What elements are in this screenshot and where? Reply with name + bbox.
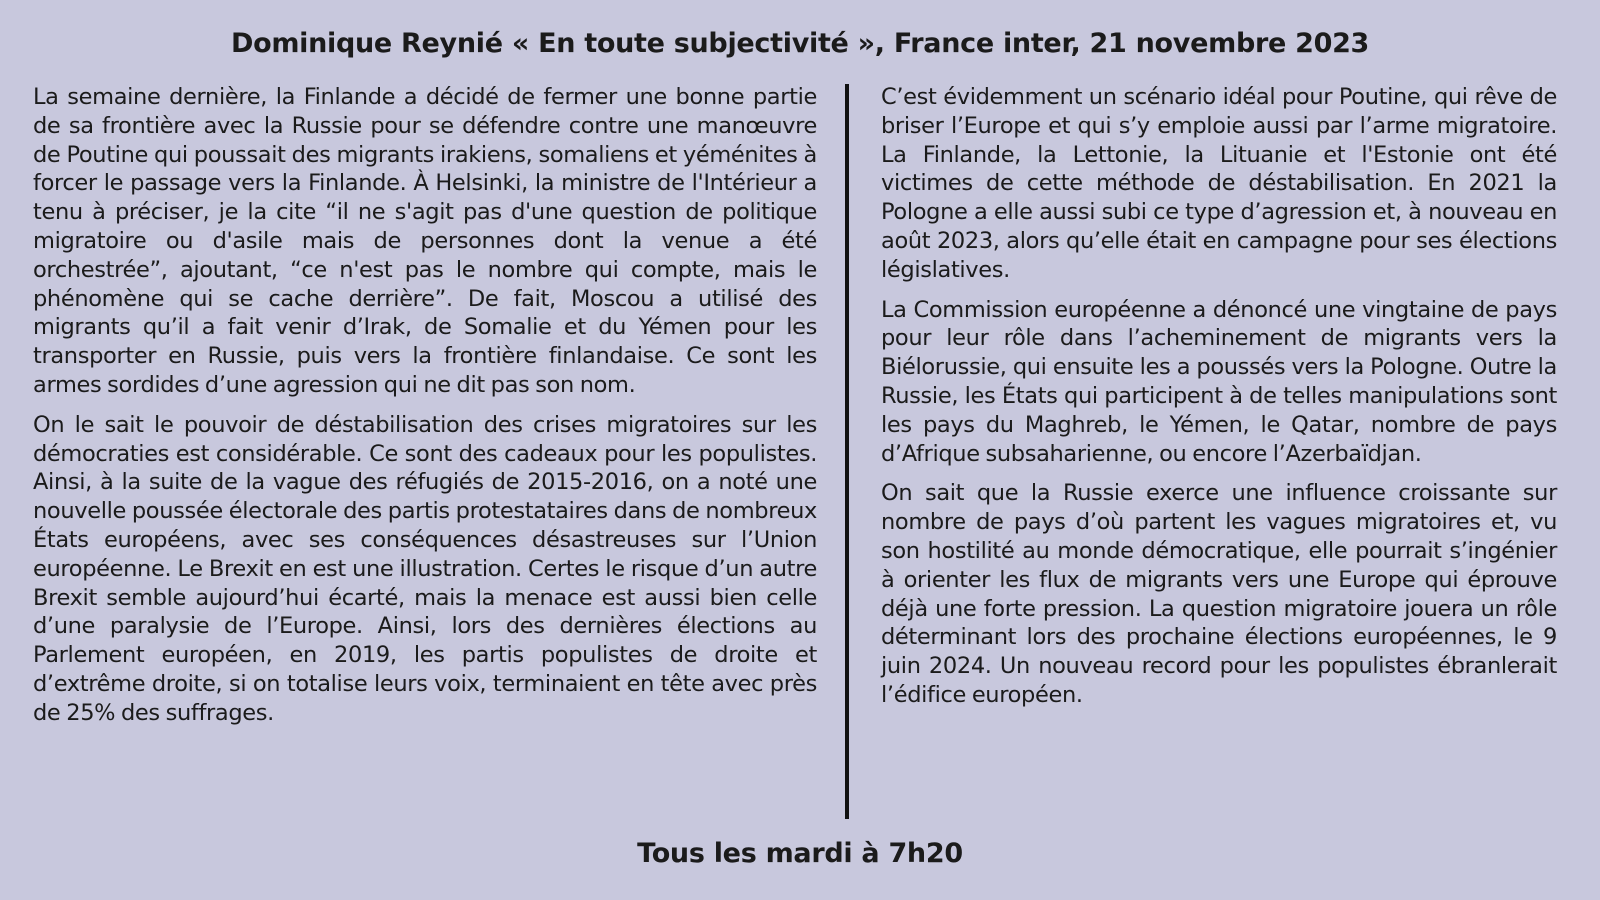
page-title: Dominique Reynié « En toute subjectivité », France inter, 21 novembre 2023 — [230, 28, 1370, 59]
right-column — [881, 83, 1557, 721]
paragraph-4: La Commission européenne a dénoncé une vingtaine de pays pour leur rôle dans l’acheminement de migrants vers la Biélorussie, qui ensuite les a poussés vers la Pologne. Outre la Russie, les États qui participent à de telles manipulations sont les pays du Maghreb, le Yémen, le Qatar, nombre de pays d’Afrique subsaharienne, ou encore l’Azerbaïdjan. — [881, 296, 1557, 467]
paragraph-5: On sait que la Russie exerce une influence croissante sur nombre de pays d’où partent les vagues migratoires et, vu son hostilité au monde démocratique, elle pourrait s’ingénier à orienter les flux de migrants vers une Europe qui éprouve déjà une forte pression. La question migratoire jouera un rôle déterminant lors des prochaine élections européennes, le 9 juin 2024. Un nouveau record pour les populistes ébranlerait l’édifice européen. — [881, 480, 1557, 708]
paragraph-1: La semaine dernière, la Finlande a décidé de fermer une bonne partie de sa frontière avec la Russie pour se défendre contre une manœuvre de Poutine qui poussait des migrants irakiens, somaliens et yéménites à forcer le passage vers la Finlande. À Helsinki, la ministre de l'Intérieur a tenu à préciser, je la cite “il ne s'agit pas d'une question de politique migratoire ou d'asile mais de personnes dont la venue a été orchestrée”, ajoutant, “ce n'est pas le nombre qui compte, mais le phénomène qui se cache derrière”. De fait, Moscou a utilisé des migrants qu’il a fait venir d’Irak, de Somalie et du Yémen pour les transporter en Russie, puis vers la frontière finlandaise. Ce sont les armes sordides d’une agression qui ne dit pas son nom. — [33, 84, 817, 398]
column-divider — [845, 84, 849, 819]
left-column — [33, 83, 817, 739]
paragraph-3: C’est évidemment un scénario idéal pour Poutine, qui rêve de briser l’Europe et qui s’y emploie aussi par l’arme migratoire. La Finlande, la Lettonie, la Lituanie et l'Estonie ont été victimes de cette méthode de déstabilisation. En 2021 la Pologne a elle aussi subi ce type d’agression et, à nouveau en août 2023, alors qu’elle était en campagne pour ses élections législatives. — [881, 84, 1557, 283]
broadcast-schedule: Tous les mardi à 7h20 — [637, 838, 963, 869]
paragraph-2: On le sait le pouvoir de déstabilisation des crises migratoires sur les démocraties est considérable. Ce sont des cadeaux pour les populistes. Ainsi, à la suite de la vague des réfugiés de 2015-2016, on a noté une nouvelle poussée électorale des partis protestataires dans de nombreux États européens, avec ses conséquences désastreuses sur l’Union européenne. Le Brexit en est une illustration. Certes le risque d’un autre Brexit semble aujourd’hui écarté, mais la menace est aussi bien celle d’une paralysie de l’Europe. Ainsi, lors des dernières élections au Parlement européen, en 2019, les partis populistes de droite et d’extrême droite, si on totalise leurs voix, terminaient en tête avec près de 25% des suffrages. — [33, 411, 817, 726]
